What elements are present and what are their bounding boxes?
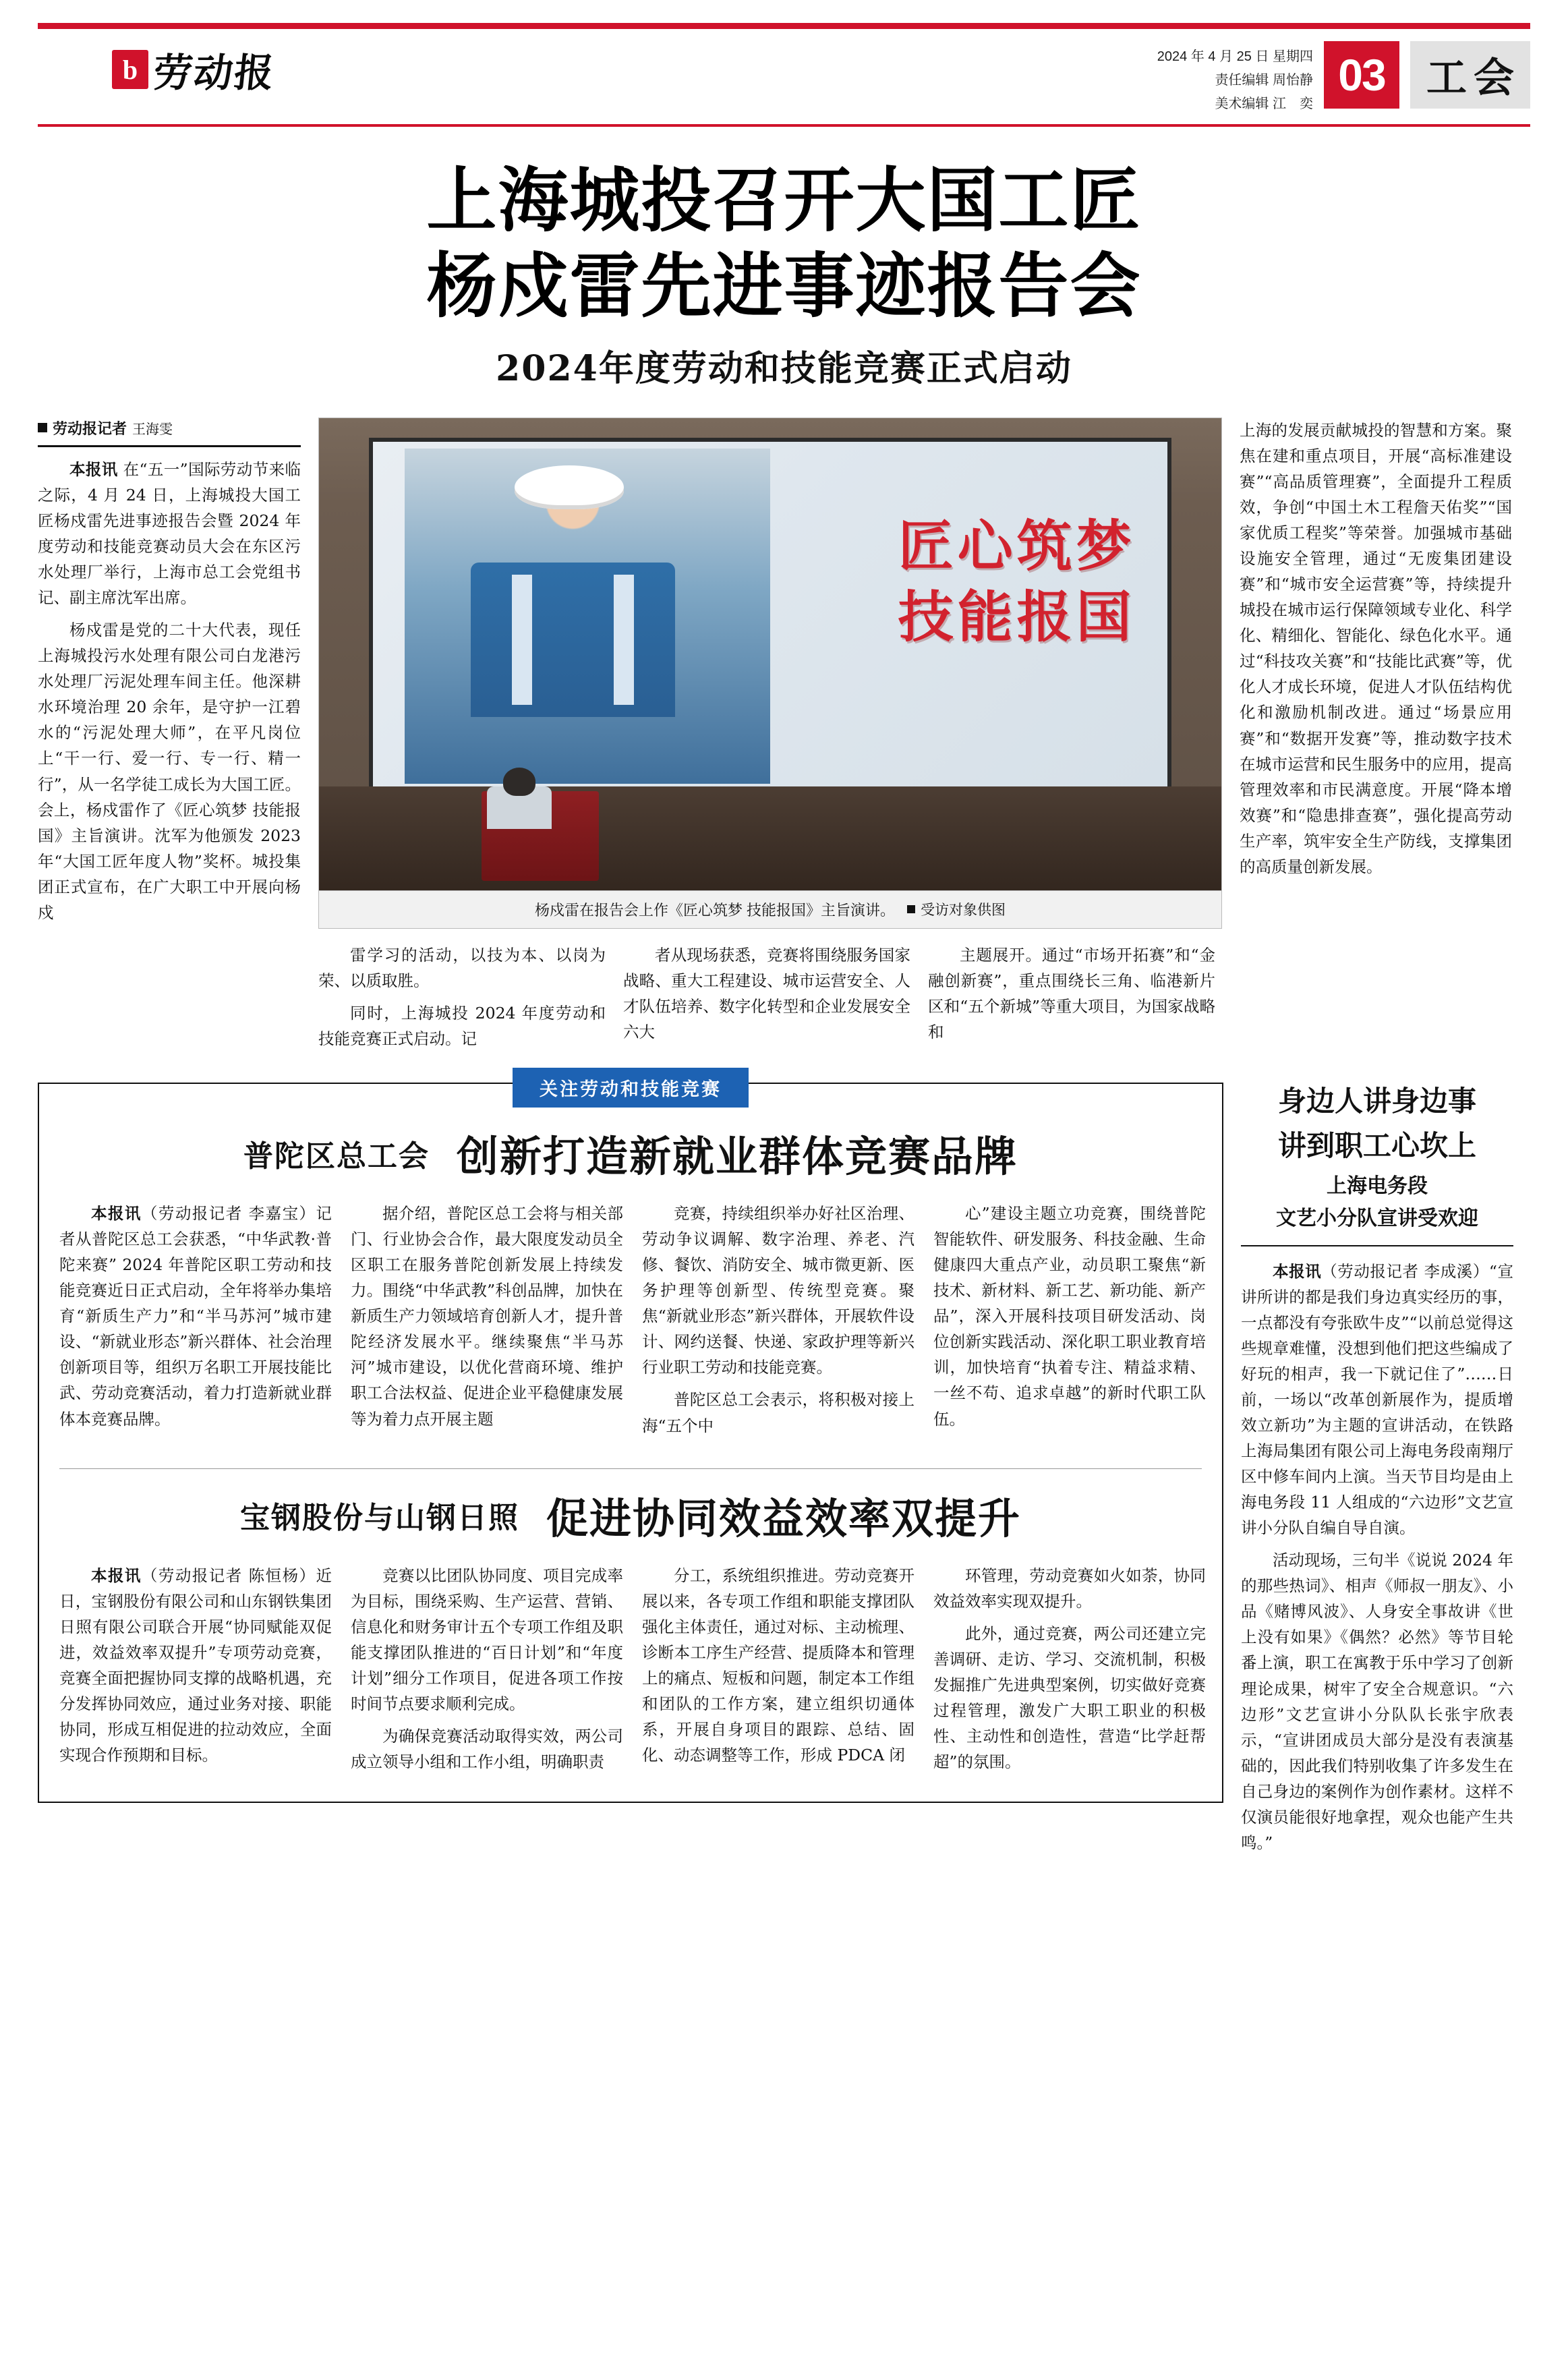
lead-column-2 [318,942,606,1058]
paragraph: 据介绍，普陀区总工会将与相关部门、行业协会合作，最大限度发动员全区职工在服务普陀创新发展上持续发力。围绕“中华武教”科创品牌，加快在新质生产力领域培育创新人才，提升普陀经济发展水平。继续聚焦“半马苏河”城市建设，以优化营商环境、维护职工合法权益、促进企业平稳健康发展等为着力点开展主题 [351,1204,623,1429]
paragraph: 竞赛以比团队协同度、项目完成率为目标，围绕采购、生产运营、营销、信息化和财务审计五个专项工作组及职能支撑团队推进的“百日计划”和“年度计划”细分工作项目，促进各项工作按时间节点要求顺利完成。 [351,1565,623,1713]
paragraph: 本报讯（劳动报记者 李成溪）“宣讲所讲的都是我们身边真实经历的事，一点都没有夸张欧牛皮”“以前总觉得这些规章难懂，没想到他们把这些编成了好玩的相声，我一下就记住了”……日前，一场以“改革创新展作为，提质增效立新功”为主题的宣讲活动，在铁路上海局集团有限公司上海电务段南翔厅区中修车间内上演。当天节目均是由上海电务段 11 人组成的“六边形”文艺宣讲小分队自编自导自演。 [1241,1261,1513,1538]
feature2-col-2 [351,1563,623,1782]
paragraph: 普陀区总工会表示，将积极对接上海“五个中 [642,1390,914,1435]
paragraph: 环管理，劳动竞赛如火如荼，协同效益效率实现双提升。 [933,1565,1206,1611]
headline-subtitle: 2024年度劳动和技能竞赛正式启动 [496,347,1072,389]
section-title: 工会 [1410,41,1530,109]
paragraph: 心”建设主题立功竞赛，围绕普陀智能软件、研发服务、科技金融、生命健康四大重点产业，动员职工聚焦“新技术、新材料、新工艺、新功能、新产品”，深入开展科技项目研发活动、岗位创新实践活动、深化职工职业教育培训，加快培育“执着专注、精益求精、一丝不苟、追求卓越”的新时代职工队伍。 [933,1204,1206,1429]
lead-article [38,418,1530,1058]
art-editor: 美术编辑 江 奕 [1215,96,1313,111]
paragraph: 者从现场获悉，竞赛将围绕服务国家战略、重大工程建设、城市运营安全、人才队伍培养、数字化转型和企业发展安全六大 [623,945,910,1041]
feature2-head [59,1485,1202,1545]
paragraph: 分工，系统组织推进。劳动竞赛开展以来，各专项工作组和职能支撑团队强化主体责任，通过对标、主动梳理、诊断本工序生产经营、提质降本和管理上的痛点、短板和问题，制定本工作组和团队的工作方案，建立组织切通体系，开展自身项目的跟踪、总结、固化、动态调整等工作，形成 PDCA 闭 [642,1565,914,1764]
side-sub-line-2: 文艺小分队宣讲受欢迎 [1276,1206,1478,1230]
responsible-editor: 责任编辑 周怡静 [1215,73,1313,88]
photo-caption-text: 杨戍雷在报告会上作《匠心筑梦 技能报国》主旨演讲。 [534,901,896,919]
helmet-icon [515,465,624,509]
lead-column-1 [38,418,301,1058]
feature-divider [59,1468,1202,1469]
speaker-head [503,768,535,796]
screen-slogan-line-1: 匠心筑梦 [898,514,1136,579]
paragraph: 此外，通过竞赛，两公司还建立完善调研、走访、学习、交流机制，积极发掘推广先进典型案例，切实做好竞赛过程管理，激发广大职工职业的积极性、主动性和创造性，营造“比学赶帮超”的氛围。 [933,1624,1206,1771]
lead-column-4 [928,942,1215,1058]
report-meeting-photo [319,418,1221,890]
square-bullet-icon [907,905,915,913]
masthead [38,23,1530,116]
paragraph: 竞赛，持续组织举办好社区治理、劳动争议调解、数字治理、养老、汽修、餐饮、消防安全、城市微更新、医务护理等创新型、传统型竞赛。聚焦“新就业形态”新兴群体，开展软件设计、网约送餐、快递、家政护理等新兴行业职工劳动和技能竞赛。 [642,1204,914,1377]
side-divider [1241,1245,1513,1246]
feature1-head [59,1123,1202,1183]
photo-credit-text: 受访对象供图 [921,902,1006,919]
feature2-col-1 [59,1563,332,1782]
page-number: 03 [1324,41,1399,109]
feature1-columns [59,1201,1206,1445]
feature1-title: 创新打造新就业群体竞赛品牌 [456,1132,1018,1181]
publication-logo [112,41,278,98]
byline [38,418,301,447]
stage-floor [319,786,1221,890]
competition-section [38,1079,1530,1862]
feature1-col-3 [642,1201,914,1445]
feature2-col-3 [642,1563,914,1782]
photo-credit [907,899,1006,919]
feature1-col-4 [933,1201,1206,1445]
side-title-line-1: 身边人讲身边事 [1277,1085,1476,1118]
photo-frame [318,418,1222,929]
stage-screen [373,442,1167,791]
paragraph: 本报讯 在“五一”国际劳动节来临之际，4 月 24 日，上海城投大国工匠杨戍雷先进事迹报告会暨 2024 年度劳动和技能竞赛动员大会在东区污水处理厂举行，上海市总工会党组书记、副主席沈军出席。 [38,459,301,608]
side-sub-line-1: 上海电务段 [1327,1174,1428,1198]
square-bullet-icon [38,423,47,432]
paragraph: 为确保竞赛活动取得实效，两公司成立领导小组和工作小组，明确职责 [351,1726,623,1771]
paragraph: 活动现场，三句半《说说 2024 年的那些热词》、相声《师叔一朋友》、小品《赌博风波》、人身安全事故讲《世上没有如果》《偶然？必然》等节目轮番上演，职工在寓教于乐中学习了创新理论成果，树牢了安全合规意识。“六边形”文艺宣讲小分队队长张宇欣表示，“宣讲团成员大部分是没有表演基础的，因此我们特别收集了许多发生在自己身边的案例作为创作素材。这样不仅演员能很好地拿捏，观众也能产生共鸣。” [1241,1551,1513,1852]
paragraph: 本报讯（劳动报记者 李嘉宝）记者从普陀区总工会获悉，“中华武教·普陀来赛” 2024 年普陀区职工劳动和技能竞赛近日正式启动，全年将举办集培育“新质生产力”和“半马苏河”城市建设、“新就业形态”新兴群体、社会治理创新项目等，组织万名职工开展技能比武、劳动竞赛活动，着力打造新就业群体本竞赛品牌。 [59,1204,332,1429]
feature1-col-2 [351,1201,623,1445]
worker-portrait [405,449,770,784]
feature2-columns [59,1563,1206,1782]
screen-slogan-line-2: 技能报国 [898,585,1136,650]
lead-column-3 [623,942,910,1058]
paragraph: 雷学习的活动，以技为本、以岗为荣、以质取胜。 [318,945,606,990]
feature1-org: 普陀区总工会 [243,1139,430,1174]
paragraph: 同时，上海城投 2024 年度劳动和技能竞赛正式启动。记 [318,1003,606,1048]
lead-lower-columns [318,942,1222,1058]
screen-slogan [898,511,1136,653]
paragraph: 主题展开。通过“市场开拓赛”和“金融创新赛”，重点围绕长三角、临港新片区和“五个新城”等重大项目，为国家战略和 [928,945,1215,1041]
headline-line-1: 上海城投召开大国工匠 [426,159,1142,241]
side-column [1241,1083,1513,1862]
feature1-col-1 [59,1201,332,1445]
issue-date: 2024 年 4 月 25 日 星期四 [1157,49,1313,64]
lead-photo-column [318,418,1222,1058]
section-band-label: 关注劳动和技能竞赛 [513,1068,749,1108]
byline-label: 劳动报记者 [53,420,127,437]
paragraph: 本报讯（劳动报记者 陈恒杨）近日，宝钢股份有限公司和山东钢铁集团日照有限公司联合开展“协同赋能双促进，效益效率双提升”专项劳动竞赛，竞赛全面把握协同支撑的战略机遇，充分发挥协同效应，通过业务对接、职能协同，形成互相促进的拉动效应，全面实现合作预期和目标。 [59,1565,332,1764]
side-title-line-2: 讲到职工心坎上 [1277,1129,1476,1163]
feature-box [38,1079,1223,1803]
headline-block [38,158,1530,391]
paragraph: 上海的发展贡献城投的智慧和方案。聚焦在建和重点项目，开展“高标准建设赛”“高品质管理赛”，全面提升工程质效，争创“中国土木工程詹天佑奖”“国家优质工程奖”等荣誉。加强城市基础设施安全管理，通过“无废集团建设赛”和“城市安全运营赛”等，持续提升城投在城市运行保障领域专业化、科学化、精细化、智能化、绿色化水平。通过“科技攻关赛”和“技能比武赛”等，优化人才成长环境，促进人才队伍结构优化和激励机制改进。通过“场景应用赛”和“数据开发赛”等，推动数字技术在城市运营和民生服务中的应用，提高管理效率和市民满意度。开展“降本增效赛”和“隐患排查赛”，强化提高劳动生产率，筑牢安全生产防线，支撑集团的高质量创新发展。 [1240,420,1512,876]
lead-column-5 [1240,418,1512,1058]
masthead-right [1157,41,1530,116]
photo-caption [319,890,1221,928]
feature2-col-4 [933,1563,1206,1782]
logo-text: 劳动报 [150,50,278,96]
feature2-title: 促进协同效益效率双提升 [546,1493,1021,1543]
logo-badge: b [112,50,148,89]
work-vest [471,563,675,717]
byline-name: 王海雯 [132,422,173,437]
issue-meta [1157,41,1313,116]
feature2-org: 宝钢股份与山钢日照 [239,1501,519,1536]
paragraph: 杨戍雷是党的二十大代表，现任上海城投污水处理有限公司白龙港污水处理厂污泥处理车间主任。他深耕水环境治理 20 余年，是守护一江碧水的“污泥处理大师”，在平凡岗位上“干一行、爱一行、专一行、精一行”，从一名学徒工成长为大国工匠。会上，杨戍雷作了《匠心筑梦 技能报国》主旨演讲。沈军为他颁发 2023 年“大国工匠年度人物”奖杯。城投集团正式宣布，在广大职工中开展向杨戍 [38,621,301,922]
headline-line-2: 杨戍雷先进事迹报告会 [426,243,1142,327]
